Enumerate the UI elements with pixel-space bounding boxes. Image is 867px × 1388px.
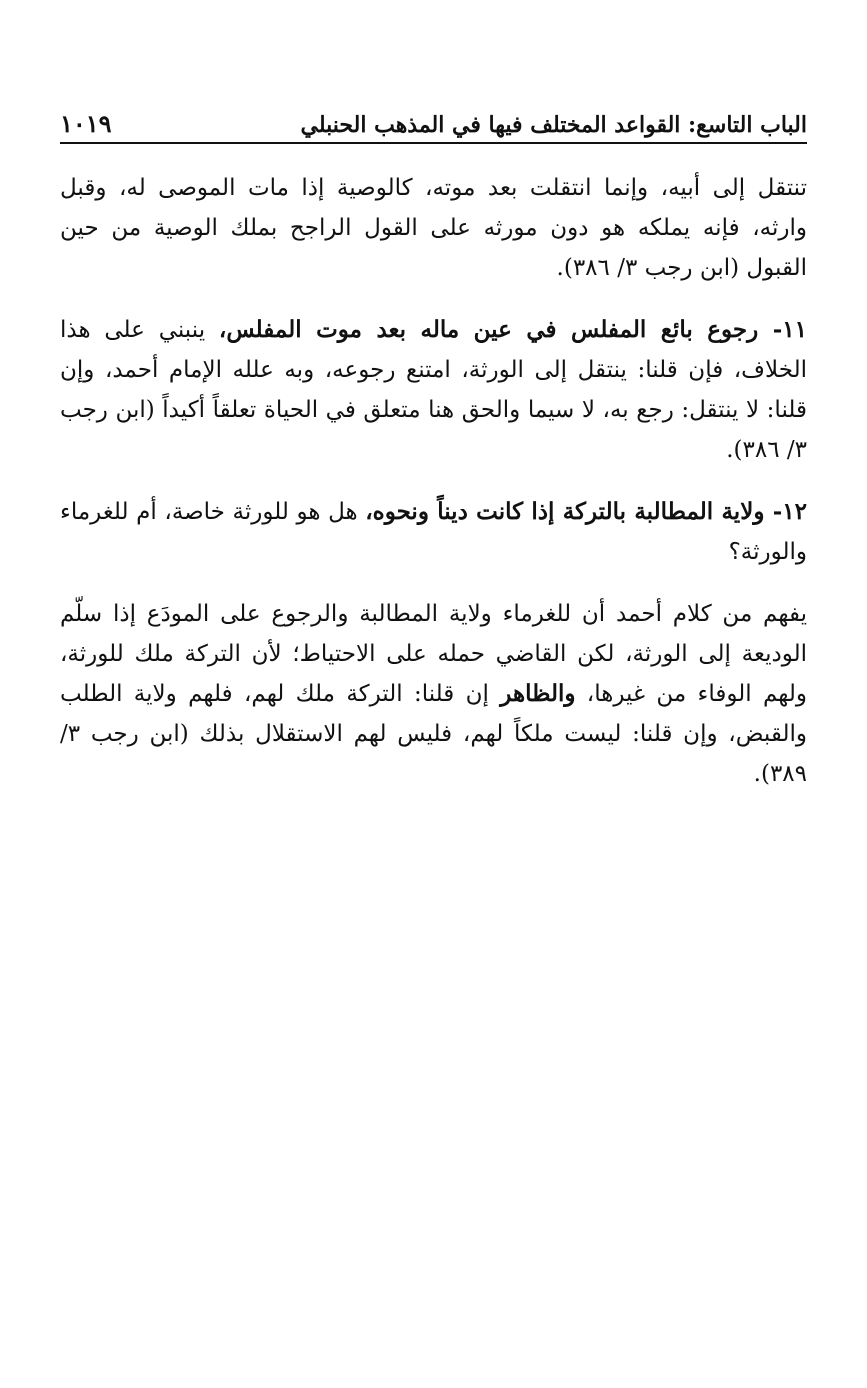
rule-11-heading: ١١- رجوع بائع المفلس في عين ماله بعد موت المفلس،: [218, 316, 807, 343]
paragraph-3: [60, 492, 807, 572]
page-header: [60, 104, 807, 144]
paragraph-2: [60, 310, 807, 470]
page-body: [60, 168, 807, 816]
rule-12-heading: ١٢- ولاية المطالبة بالتركة إذا كانت ديناً ونحوه،: [365, 498, 807, 525]
paragraph-4-text-a: يفهم من كلام أحمد أن للغرماء ولاية المطالبة والرجوع على المودَع إذا سلّم الوديعة إلى الورثة، لكن القاضي حمله على الاحتياط؛ لأن التركة ملك للورثة، ولهم الوفاء من غيرها،: [60, 601, 807, 707]
paragraph-1-text: تنتقل إلى أبيه، وإنما انتقلت بعد موته، كالوصية إذا مات الموصى له، وقبل وارثه، فإنه يملكه هو دون مورثه على القول الراجح بملك الوصية من حين القبول (ابن رجب ٣/ ٣٨٦).: [60, 175, 807, 281]
running-title: الباب التاسع: القواعد المختلف فيها في المذهب الحنبلي: [300, 112, 807, 138]
paragraph-1: [60, 168, 807, 288]
paragraph-4-bold-word: والظاهر: [500, 680, 576, 707]
paragraph-2-text: ينبني على هذا الخلاف، فإن قلنا: ينتقل إلى الورثة، امتنع رجوعه، وبه علله الإمام أحمد، وإن قلنا: لا ينتقل: رجع به، لا سيما والحق هنا متعلق في الحياة تعلقاً أكيداً (ابن رجب ٣/ ٣٨٦).: [60, 317, 807, 463]
paragraph-3-text: هل هو للورثة خاصة، أم للغرماء والورثة؟: [60, 499, 807, 565]
paragraph-4-text-b: إن قلنا: التركة ملك لهم، فلهم ولاية الطلب والقبض، وإن قلنا: ليست ملكاً لهم، فليس لهم الاستقلال بذلك (ابن رجب ٣/ ٣٨٩).: [60, 681, 807, 787]
page-number: ١٠١٩: [60, 109, 112, 138]
paragraph-4: [60, 594, 807, 794]
